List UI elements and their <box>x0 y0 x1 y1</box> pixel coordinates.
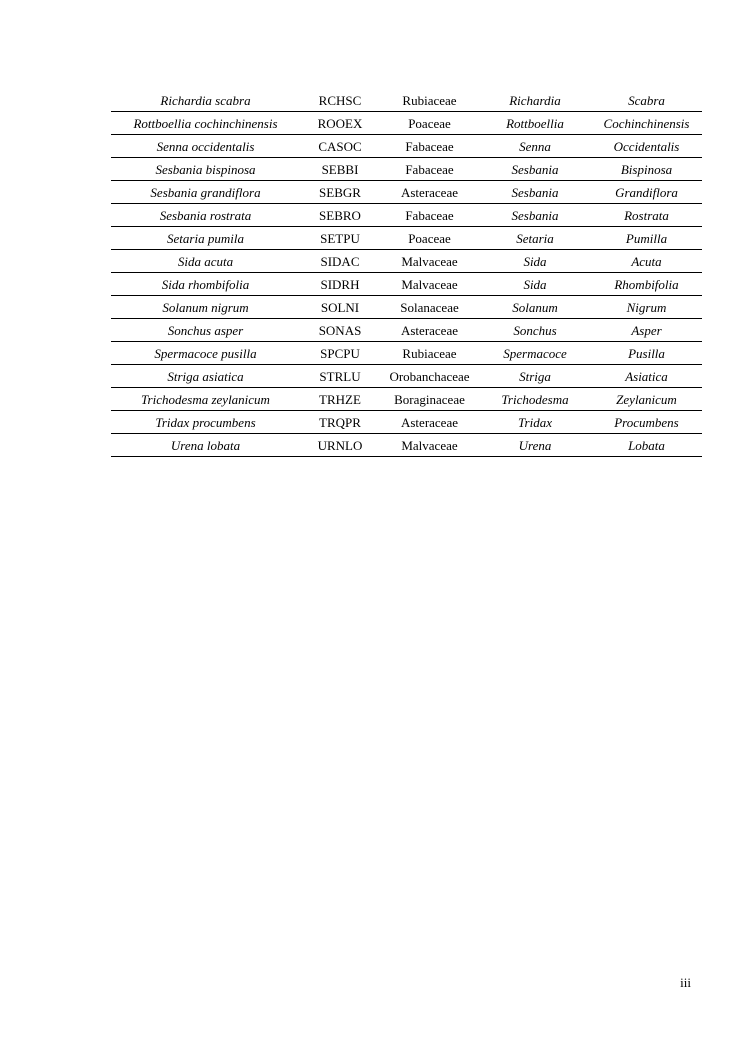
eppo-code-cell: ROOEX <box>300 112 380 135</box>
eppo-code-cell: TRHZE <box>300 388 380 411</box>
scientific-name-cell: Sida acuta <box>111 250 300 273</box>
table-row <box>111 434 702 457</box>
scientific-name-cell: Striga asiatica <box>111 365 300 388</box>
eppo-code-cell: SONAS <box>300 319 380 342</box>
table-row <box>111 227 702 250</box>
eppo-code-cell: SETPU <box>300 227 380 250</box>
scientific-name-cell: Sesbania bispinosa <box>111 158 300 181</box>
genus-cell: Richardia <box>479 89 591 112</box>
table-row <box>111 296 702 319</box>
eppo-code-cell: STRLU <box>300 365 380 388</box>
family-cell: Rubiaceae <box>380 89 479 112</box>
genus-cell: Tridax <box>479 411 591 434</box>
family-cell: Fabaceae <box>380 135 479 158</box>
family-cell: Fabaceae <box>380 158 479 181</box>
family-cell: Boraginaceae <box>380 388 479 411</box>
table-row <box>111 112 702 135</box>
table-row <box>111 135 702 158</box>
species-cell: Asiatica <box>591 365 702 388</box>
species-table-body <box>111 89 702 457</box>
table-row <box>111 89 702 112</box>
eppo-code-cell: TRQPR <box>300 411 380 434</box>
species-cell: Cochinchinensis <box>591 112 702 135</box>
eppo-code-cell: SIDRH <box>300 273 380 296</box>
genus-cell: Sesbania <box>479 181 591 204</box>
table-row <box>111 411 702 434</box>
genus-cell: Striga <box>479 365 591 388</box>
eppo-code-cell: SEBBI <box>300 158 380 181</box>
species-table <box>111 89 702 457</box>
species-cell: Lobata <box>591 434 702 457</box>
table-row <box>111 273 702 296</box>
eppo-code-cell: SIDAC <box>300 250 380 273</box>
scientific-name-cell: Senna occidentalis <box>111 135 300 158</box>
genus-cell: Trichodesma <box>479 388 591 411</box>
genus-cell: Urena <box>479 434 591 457</box>
species-cell: Nigrum <box>591 296 702 319</box>
genus-cell: Sesbania <box>479 158 591 181</box>
table-row <box>111 342 702 365</box>
eppo-code-cell: SEBGR <box>300 181 380 204</box>
scientific-name-cell: Solanum nigrum <box>111 296 300 319</box>
table-row <box>111 365 702 388</box>
species-cell: Acuta <box>591 250 702 273</box>
genus-cell: Spermacoce <box>479 342 591 365</box>
family-cell: Malvaceae <box>380 273 479 296</box>
genus-cell: Rottboellia <box>479 112 591 135</box>
eppo-code-cell: CASOC <box>300 135 380 158</box>
species-cell: Scabra <box>591 89 702 112</box>
table-row <box>111 319 702 342</box>
genus-cell: Senna <box>479 135 591 158</box>
genus-cell: Sesbania <box>479 204 591 227</box>
species-cell: Pumilla <box>591 227 702 250</box>
genus-cell: Sida <box>479 273 591 296</box>
species-cell: Zeylanicum <box>591 388 702 411</box>
family-cell: Rubiaceae <box>380 342 479 365</box>
eppo-code-cell: SOLNI <box>300 296 380 319</box>
scientific-name-cell: Sesbania rostrata <box>111 204 300 227</box>
scientific-name-cell: Setaria pumila <box>111 227 300 250</box>
eppo-code-cell: SEBRO <box>300 204 380 227</box>
eppo-code-cell: RCHSC <box>300 89 380 112</box>
family-cell: Poaceae <box>380 112 479 135</box>
family-cell: Orobanchaceae <box>380 365 479 388</box>
table-row <box>111 388 702 411</box>
genus-cell: Sida <box>479 250 591 273</box>
scientific-name-cell: Richardia scabra <box>111 89 300 112</box>
species-cell: Grandiflora <box>591 181 702 204</box>
species-cell: Rostrata <box>591 204 702 227</box>
species-cell: Occidentalis <box>591 135 702 158</box>
eppo-code-cell: SPCPU <box>300 342 380 365</box>
scientific-name-cell: Rottboellia cochinchinensis <box>111 112 300 135</box>
family-cell: Malvaceae <box>380 250 479 273</box>
eppo-code-cell: URNLO <box>300 434 380 457</box>
family-cell: Asteraceae <box>380 411 479 434</box>
species-cell: Bispinosa <box>591 158 702 181</box>
genus-cell: Setaria <box>479 227 591 250</box>
scientific-name-cell: Sonchus asper <box>111 319 300 342</box>
genus-cell: Sonchus <box>479 319 591 342</box>
table-row <box>111 158 702 181</box>
family-cell: Solanaceae <box>380 296 479 319</box>
table-row <box>111 181 702 204</box>
page-number: iii <box>680 975 691 990</box>
table-row <box>111 204 702 227</box>
scientific-name-cell: Urena lobata <box>111 434 300 457</box>
scientific-name-cell: Sesbania grandiflora <box>111 181 300 204</box>
family-cell: Asteraceae <box>380 319 479 342</box>
scientific-name-cell: Trichodesma zeylanicum <box>111 388 300 411</box>
family-cell: Poaceae <box>380 227 479 250</box>
family-cell: Fabaceae <box>380 204 479 227</box>
species-cell: Asper <box>591 319 702 342</box>
species-cell: Procumbens <box>591 411 702 434</box>
species-cell: Pusilla <box>591 342 702 365</box>
species-cell: Rhombifolia <box>591 273 702 296</box>
scientific-name-cell: Tridax procumbens <box>111 411 300 434</box>
family-cell: Asteraceae <box>380 181 479 204</box>
family-cell: Malvaceae <box>380 434 479 457</box>
genus-cell: Solanum <box>479 296 591 319</box>
scientific-name-cell: Sida rhombifolia <box>111 273 300 296</box>
scientific-name-cell: Spermacoce pusilla <box>111 342 300 365</box>
table-row <box>111 250 702 273</box>
